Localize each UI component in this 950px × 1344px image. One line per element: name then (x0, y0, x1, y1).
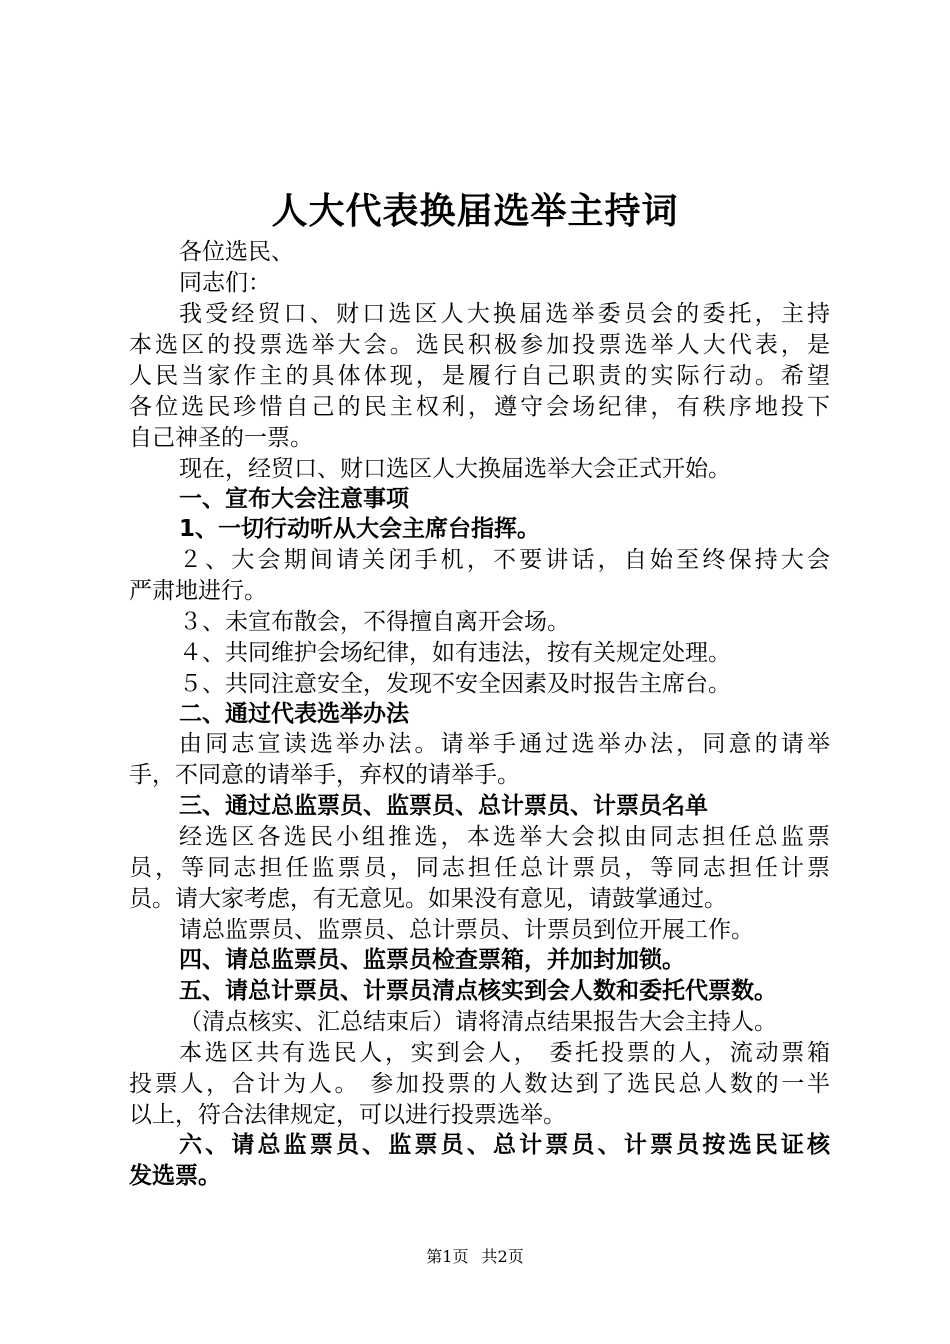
paragraph-line: 本选区共有选民人，实到会人， 委托投票的人，流动票箱 (179, 1040, 830, 1066)
paragraph-line: （清点核实、汇总结束后）请将清点结果报告大会主持人。 (179, 1009, 777, 1035)
section-heading: 三、通过总监票员、监票员、总计票员、计票员名单 (179, 793, 708, 819)
paragraph-line: 自己神圣的一票。 (129, 425, 313, 451)
list-item: 1、一切行动听从大会主席台指挥。 (179, 516, 541, 542)
section-heading: 六、请总监票员、监票员、总计票员、计票员按选民证核 (179, 1132, 830, 1158)
paragraph-line: 本选区的投票选举大会。选民积极参加投票选举人大代表，是 (129, 332, 830, 358)
paragraph-line: 经选区各选民小组推选，本选举大会拟由同志担任总监票 (179, 824, 830, 850)
list-item: ３、未宣布散会，不得擅自离开会场。 (179, 609, 570, 635)
section-heading: 二、通过代表选举办法 (179, 701, 409, 727)
section-heading: 五、请总计票员、计票员清点核实到会人数和委托代票数。 (179, 978, 777, 1004)
paragraph-line: 员。请大家考虑，有无意见。如果没有意见，请鼓掌通过。 (129, 886, 727, 912)
list-item: 严肃地进行。 (129, 578, 267, 604)
paragraph-line: 请总监票员、监票员、总计票员、计票员到位开展工作。 (179, 917, 754, 943)
paragraph-line: 现在，经贸口、财口选区人大换届选举大会正式开始。 (179, 456, 731, 482)
section-heading: 四、请总监票员、监票员检查票箱，并加封加锁。 (179, 947, 685, 973)
paragraph-line: 由同志宣读选举办法。请举手通过选举办法，同意的请举 (179, 731, 830, 757)
document-title: 人大代表换届选举主持词 (271, 190, 679, 232)
page-total: 共2页 (481, 1247, 524, 1266)
page-footer (0, 1244, 950, 1267)
paragraph-line: 手，不同意的请举手，弃权的请举手。 (129, 762, 520, 788)
paragraph-line: 人民当家作主的具体体现，是履行自己职责的实际行动。希望 (129, 363, 830, 389)
paragraph-line: 投票人，合计为人。 参加投票的人数达到了选民总人数的一半 (129, 1071, 830, 1097)
paragraph-line: 我受经贸口、财口选区人大换届选举委员会的委托，主持 (179, 301, 830, 327)
paragraph-line: 以上，符合法律规定，可以进行投票选举。 (129, 1102, 566, 1128)
salutation-line: 各位选民、 (179, 239, 294, 265)
list-item: ５、共同注意安全，发现不安全因素及时报告主席台。 (179, 671, 731, 697)
paragraph-line: 各位选民珍惜自己的民主权利，遵守会场纪律，有秩序地投下 (129, 394, 830, 420)
list-item: ４、共同维护会场纪律，如有违法，按有关规定处理。 (179, 640, 731, 666)
page-number: 第1页 (426, 1247, 469, 1266)
section-heading: 一、宣布大会注意事项 (179, 486, 409, 512)
list-item: ２、大会期间请关闭手机，不要讲话，自始至终保持大会 (179, 547, 830, 573)
section-heading: 发选票。 (129, 1163, 221, 1189)
paragraph-line: 员，等同志担任监票员，同志担任总计票员，等同志担任计票 (129, 855, 830, 881)
salutation-line: 同志们： (179, 270, 271, 296)
